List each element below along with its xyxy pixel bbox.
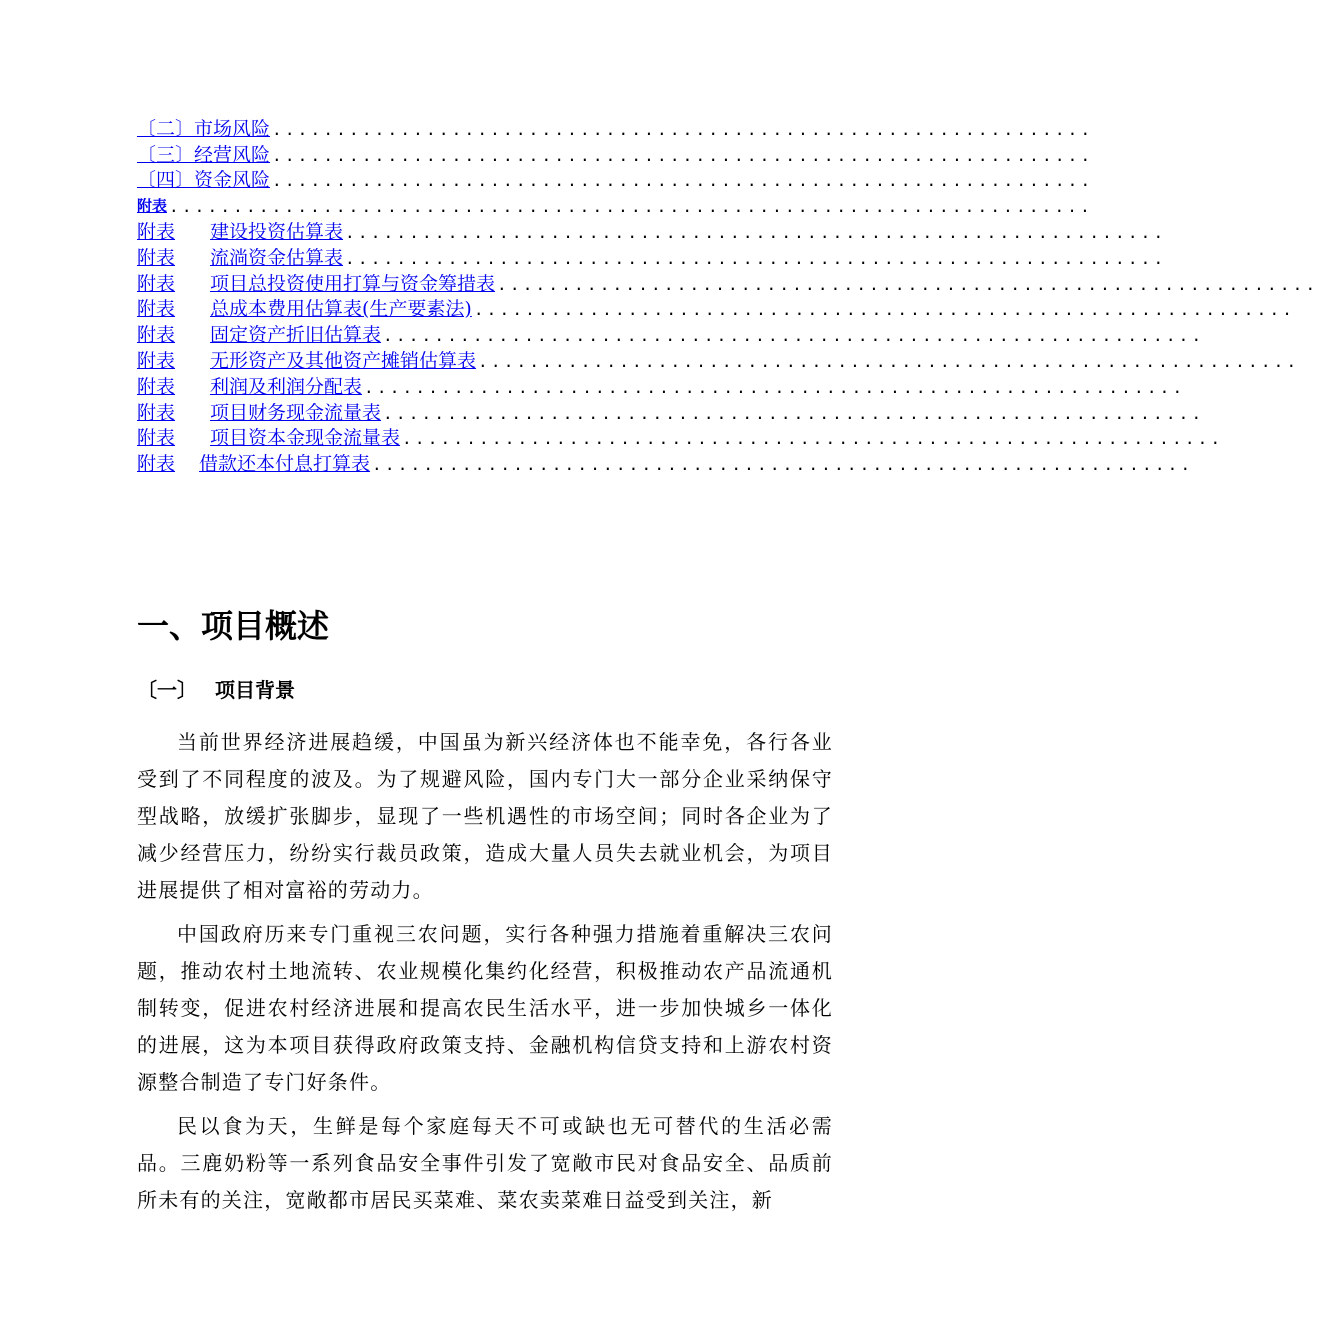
toc-link[interactable]: 〔三〕经营风险 <box>137 143 271 166</box>
toc-prefix: 附表 <box>137 427 176 450</box>
toc-entry <box>137 243 1167 269</box>
toc-dot-leader: ................................................................ <box>364 377 1186 397</box>
toc-prefix: 附表 <box>137 246 176 269</box>
chapter-title: 一、项目概述 <box>137 607 330 645</box>
toc-entry <box>137 449 1194 476</box>
toc-prefix: 附表 <box>137 272 176 295</box>
toc-entry <box>137 166 1094 192</box>
toc-entry <box>137 295 1296 321</box>
toc-label: 无形资产及其他资产摊销估算表 <box>210 349 477 372</box>
section-number: 〔一〕 <box>137 678 197 702</box>
toc-entry <box>137 217 1167 243</box>
toc-link[interactable] <box>137 298 472 320</box>
toc-link[interactable] <box>137 324 381 346</box>
toc-label: 项目资本金现金流量表 <box>210 427 401 450</box>
toc-entry <box>137 114 1094 140</box>
toc-dot-leader: ................................................................ <box>473 300 1296 320</box>
toc-dot-leader: ................................................................ <box>272 171 1094 191</box>
toc-label: 项目总投资使用打算与资金筹措表 <box>210 272 496 295</box>
toc-entry <box>137 191 1093 217</box>
body-paragraph: 当前世界经济进展趋缓，中国虽为新兴经济体也不能幸免，各行各业受到了不同程度的波及。为了规避风险，国内专门大一部分企业采纳保守型战略，放缓扩张脚步，显现了一些机遇性的市场空间；同时各企业为了减少经营压力，纷纷实行裁员政策，造成大量人员失去就业机会，为项目进展提供了相对富裕的劳动力。 <box>137 730 833 902</box>
toc-label: 项目财务现金流量表 <box>210 401 382 424</box>
toc-prefix: 附表 <box>137 324 176 347</box>
toc-dot-leader: ................................................................ <box>383 403 1205 423</box>
toc-dot-leader: ................................................................ <box>345 222 1167 242</box>
toc-link[interactable] <box>137 376 362 398</box>
toc-link[interactable] <box>137 273 495 295</box>
toc-dot-leader: ................................................................ <box>372 455 1194 475</box>
toc-dot-leader: ................................................................ <box>272 145 1094 165</box>
section-body <box>137 724 833 1226</box>
toc-label: 建设投资估算表 <box>210 220 344 243</box>
body-paragraph: 中国政府历来专门重视三农问题，实行各种强力措施着重解决三农问题，推动农村土地流转、农业规模化集约化经营，积极推动农产品流通机制转变，促进农村经济进展和提高农民生活水平，进一步加快城乡一体化的进展，这为本项目获得政府政策支持、金融机构信贷支持和上游农村资源整合制造了专门好条件。 <box>137 922 833 1094</box>
toc-label: 总成本费用估算表(生产要素法) <box>210 298 472 321</box>
toc-entry <box>137 372 1186 398</box>
toc-dot-leader: ................................................................ <box>272 119 1094 139</box>
body-paragraph: 民以食为天，生鲜是每个家庭每天不可或缺也无可替代的生活必需品。三鹿奶粉等一系列食品安全事件引发了宽敞市民对食品安全、品质前所未有的关注，宽敞都市居民买菜难、菜农卖菜难日益受到关注，新 <box>137 1114 833 1212</box>
toc-prefix: 附表 <box>137 375 176 398</box>
section-title <box>137 674 295 706</box>
toc-entry <box>137 398 1205 424</box>
toc-dot-leader: ........................................................................ <box>169 197 1093 217</box>
toc-entry <box>137 346 1300 372</box>
toc-link[interactable]: 〔二〕市场风险 <box>137 117 271 140</box>
toc-entry <box>137 269 1318 295</box>
toc-entry <box>137 424 1224 450</box>
toc-link[interactable] <box>137 427 400 449</box>
toc-prefix: 附表 <box>137 349 176 372</box>
toc-link[interactable] <box>137 402 381 424</box>
toc-dot-leader: ................................................................ <box>345 248 1167 268</box>
toc-prefix: 附表 <box>137 401 176 424</box>
toc-prefix: 附表 <box>137 220 176 243</box>
section-heading-text: 项目背景 <box>215 678 295 702</box>
toc-link[interactable] <box>137 221 343 243</box>
table-of-contents <box>137 114 1318 476</box>
toc-link-appendix[interactable]: 附表 <box>137 197 168 216</box>
toc-dot-leader: ................................................................ <box>497 274 1318 294</box>
toc-entry <box>137 140 1094 166</box>
toc-entry <box>137 320 1205 347</box>
toc-prefix: 附表 <box>137 453 176 476</box>
toc-link[interactable] <box>137 350 476 372</box>
toc-dot-leader: ................................................................ <box>383 326 1205 346</box>
toc-label: 利润及利润分配表 <box>210 375 363 398</box>
toc-label: 借款还本付息打算表 <box>199 453 371 476</box>
toc-dot-leader: ................................................................ <box>402 429 1224 449</box>
toc-link[interactable] <box>137 247 343 269</box>
toc-label: 流淌资金估算表 <box>210 246 344 269</box>
toc-link[interactable] <box>137 453 370 475</box>
toc-label: 固定资产折旧估算表 <box>210 324 382 347</box>
toc-link[interactable]: 〔四〕资金风险 <box>137 169 271 192</box>
toc-prefix: 附表 <box>137 298 176 321</box>
toc-dot-leader: ................................................................ <box>478 351 1300 371</box>
